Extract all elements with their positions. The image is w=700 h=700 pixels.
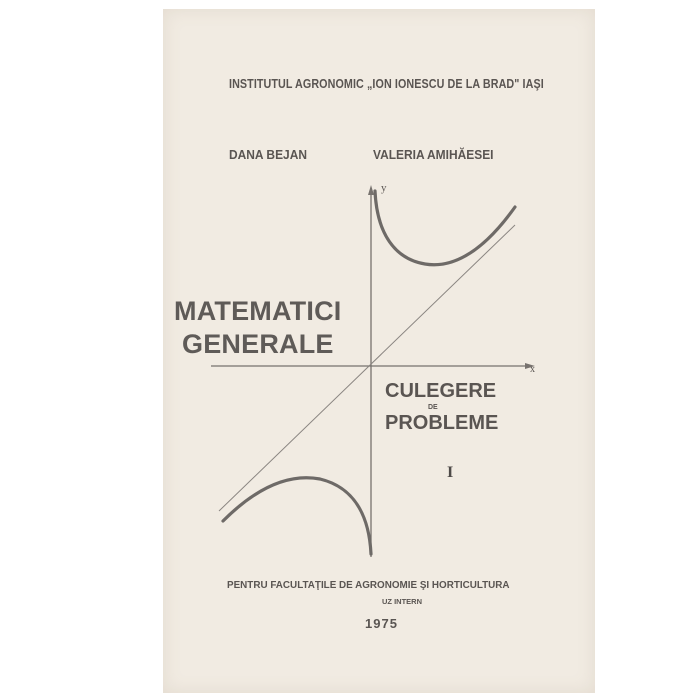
subtitle-line-2: PROBLEME xyxy=(385,412,499,434)
author-2: VALERIA AMIHĂESEI xyxy=(373,147,494,162)
hyperbola-lower-branch xyxy=(223,478,371,554)
book-cover-page xyxy=(163,9,595,693)
publication-year: 1975 xyxy=(365,616,398,631)
institute-name: INSTITUTUL AGRONOMIC „ION IONESCU DE LA BRAD" IAŞI xyxy=(229,77,544,91)
title-line-1: MATEMATICI xyxy=(174,296,342,326)
faculty-line: PENTRU FACULTAŢILE DE AGRONOMIE ŞI HORTICULTURA xyxy=(227,579,510,591)
title-line-2: GENERALE xyxy=(182,329,334,359)
subtitle-small-word: DE xyxy=(428,404,438,411)
author-1: DANA BEJAN xyxy=(229,147,307,162)
hyperbola-upper-branch xyxy=(375,191,515,265)
x-axis-label: x xyxy=(530,364,535,375)
volume-number: I xyxy=(447,464,454,481)
y-axis-arrow xyxy=(368,185,374,195)
subtitle-line-1: CULEGERE xyxy=(385,380,497,402)
y-axis-label: y xyxy=(381,182,387,194)
asymptote-line xyxy=(219,225,515,511)
usage-note: UZ INTERN xyxy=(382,597,422,606)
